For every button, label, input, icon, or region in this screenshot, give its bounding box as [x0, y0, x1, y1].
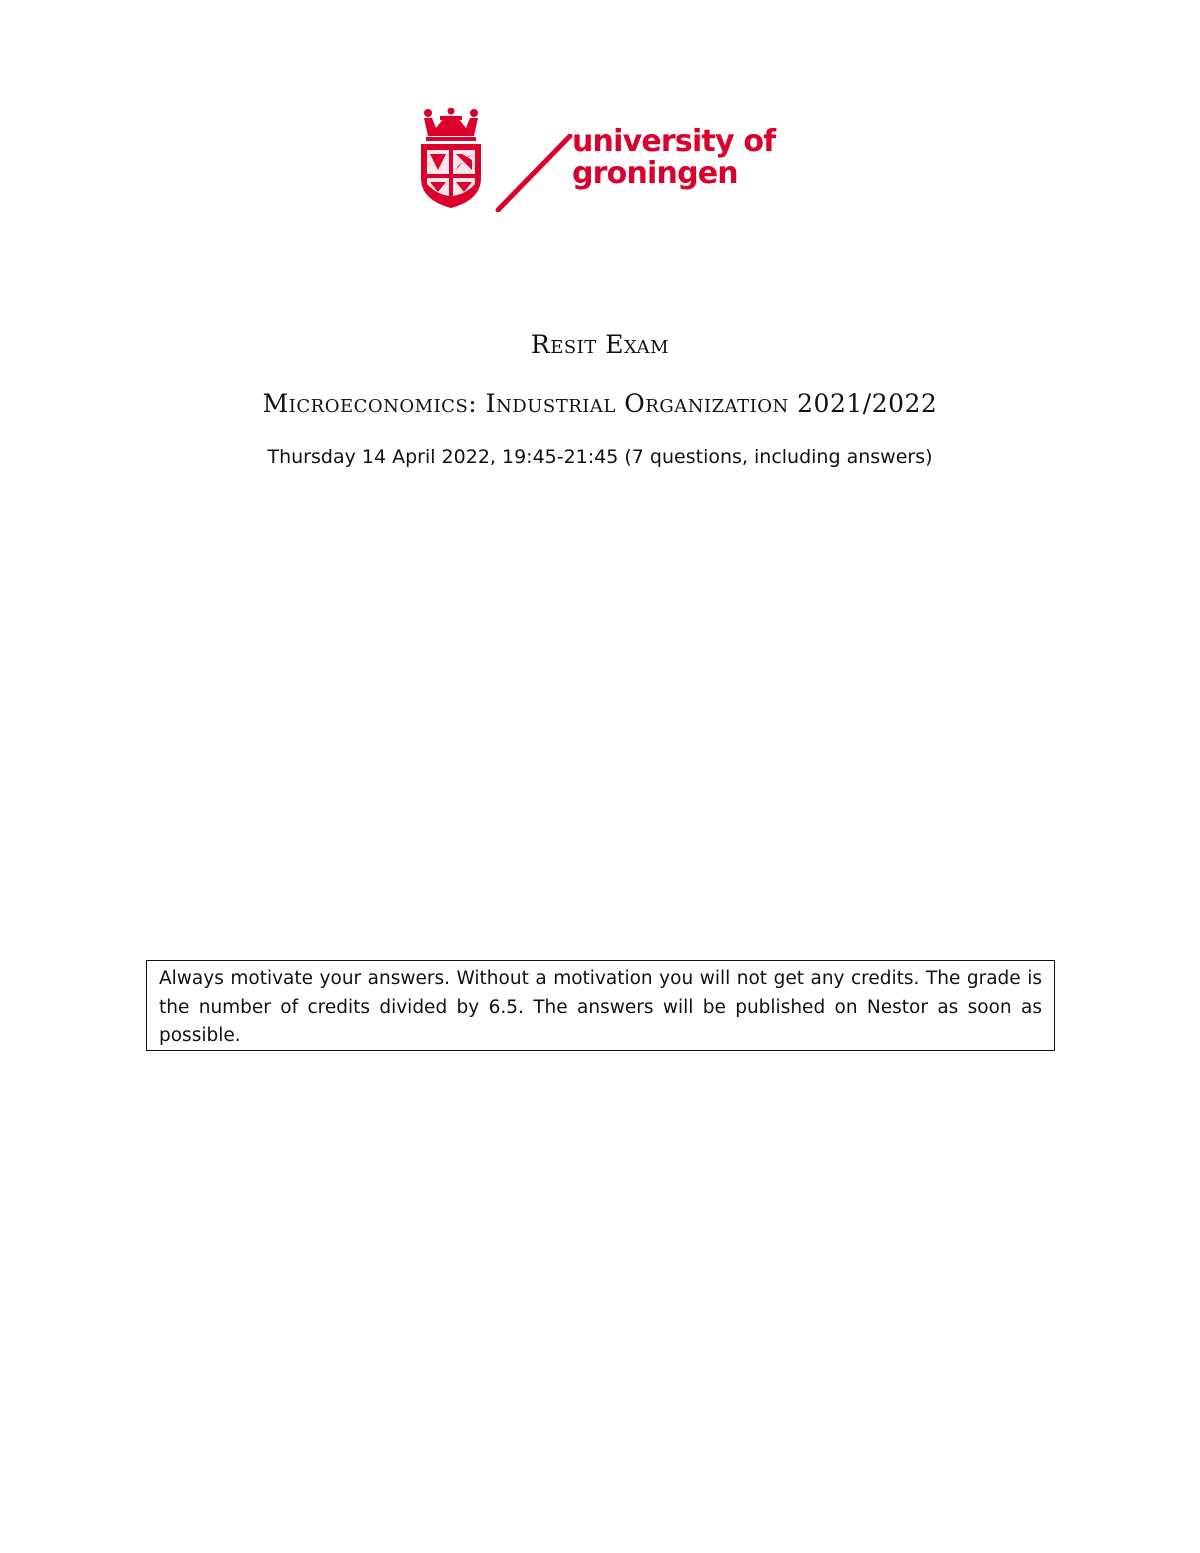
course-title: Microeconomics: Industrial Organization 2021/2022	[262, 389, 938, 418]
logo-slash-divider	[494, 134, 574, 212]
wordmark-line-1: university of	[572, 124, 776, 159]
university-logo	[418, 108, 778, 212]
instructions-box	[146, 960, 1055, 1051]
wordmark-line-2: groningen	[572, 156, 738, 191]
university-crest-icon	[418, 108, 484, 212]
exam-details: Thursday 14 April 2022, 19:45-21:45 (7 questions, including answers)	[267, 446, 933, 468]
university-wordmark	[572, 126, 775, 190]
exam-title: Resit Exam	[530, 330, 670, 359]
instructions-text: Always motivate your answers. Without a motivation you will not get any credits. The grade is the number of credits divided by 6.5. The answers will be published on Nestor as soon as possible.	[159, 968, 1042, 1046]
